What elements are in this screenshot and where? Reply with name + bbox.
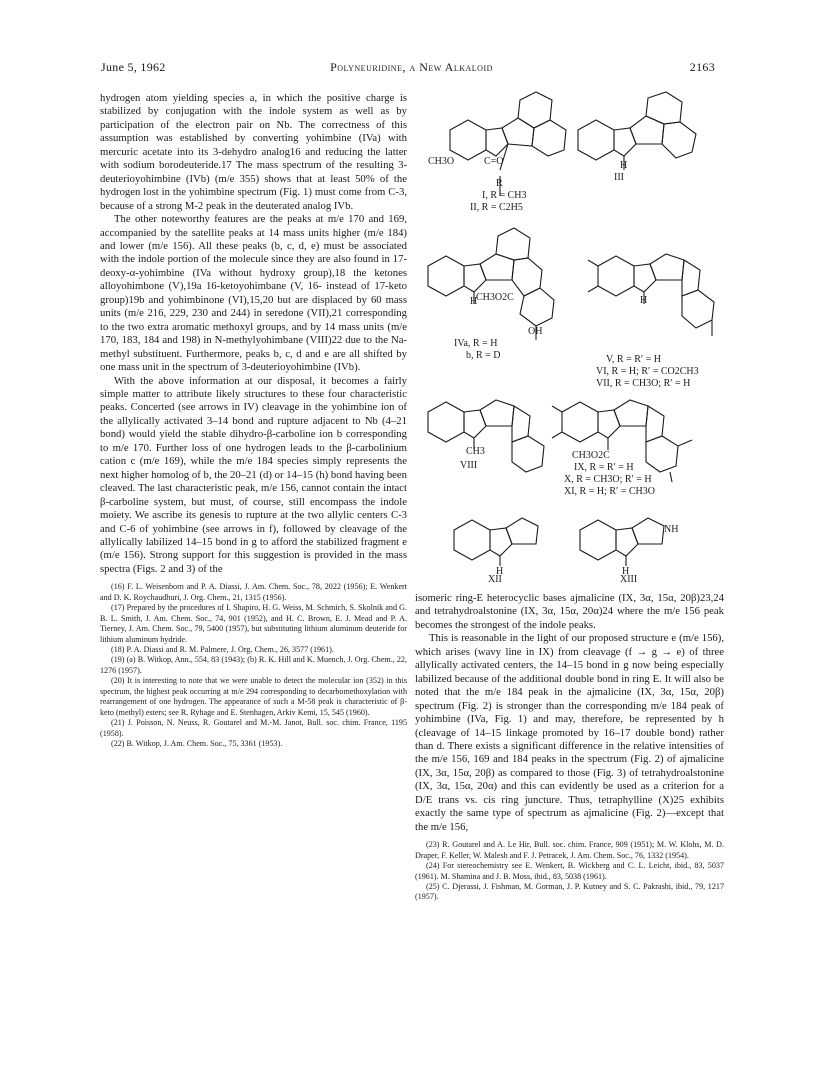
left-column: [100, 92, 407, 750]
label-h-v: H: [640, 295, 648, 306]
structure-xiii: [580, 518, 664, 566]
left-paragraph-2: The other noteworthy features are the peaks at m/e 170 and 169, accompanied by the satellite peaks at 14 mass units higher (m/e 184) and lower (m/e 156). All these peaks (b, c, d, e) must be associated with the indole portion of the molecule since they are also found in 17-deoxy-α-yohimbine (IVa without hydroxy group),18 the ketones alloyohimbone (V),19a 16-ketoyohimbane (V, 16- instead of 17-keto group)19b and yohimbinone (VI),15,20 but are displaced by 60 mass units (m/e 216, 229, 230 and 244) in seredone (VII),21 corresponding to the two extra aromatic methoxyl groups, and by 14 mass units (m/e 170, 183, 184 and 198) in N-methylyohimbane (VIII)22 due to the Na-methyl substituent. Furthermore, peaks b, c, d and e are all shifted by one mass unit in the spectrum of 3-deuterioyohimbine (IVb).: [100, 213, 407, 374]
footnote-20: (20) It is interesting to note that we were unable to detect the molecular ion (352) in this spectrum, the highest peak occurring at m/e 294 corresponding to decarbomethoxylation with rearrangement of one hydrogen. The appearance of such a M-58 peak is characteristic of β-keto (methyl) esters; see R. Ryhage and E. Stenhagen, Arkiv Kemi, 15, 545 (1960).: [100, 676, 407, 717]
right-paragraph-1: isomeric ring-E heterocyclic bases ajmalicine (IX, 3α, 15α, 20β)23,24 and tetrahydroalstonine (IX, 3α, 15α, 20α)24 where the m/e 156 peak becomes the strongest of the indole peaks.: [415, 592, 724, 631]
label-ch3-viii: CH3: [466, 446, 485, 457]
label-ch3o2c-ix: CH3O2C: [572, 450, 610, 461]
label-iii: III: [614, 172, 624, 183]
footnote-16: (16) F. L. Weisenborn and P. A. Diassi, J. Am. Chem. Soc., 78, 2022 (1956); E. Wenkert and D. K. Roychaudhuri, J. Org. Chem., 21, 1315 (1956).: [100, 582, 407, 602]
label-viii: VIII: [460, 460, 478, 471]
structure-figure: [420, 90, 723, 585]
label-h-iii: H: [620, 160, 628, 171]
left-footnotes: [100, 582, 407, 749]
label-oh: OH: [528, 326, 543, 337]
right-column: [415, 592, 724, 903]
structure-iii: [578, 92, 696, 170]
label-xii: XII: [488, 574, 502, 585]
label-r: R: [496, 178, 503, 189]
structure-i-ii: [450, 92, 566, 196]
label-xi: XI, R = H; R′ = CH3O: [564, 486, 655, 497]
structure-iv: [428, 228, 554, 340]
label-i: I, R = CH3: [482, 190, 527, 201]
footnote-23: (23) R. Goutarel and A. Le Hir, Bull. soc. chim. France, 909 (1951); M. W. Klohs, M. D. Draper, F. Keller, W. Malesh and F. J. Petracek, J. Am. Chem. Soc., 76, 1332 (1954).: [415, 840, 724, 860]
label-ii: II, R = C2H5: [470, 202, 523, 213]
label-ivb: b, R = D: [466, 350, 501, 361]
label-ix: IX, R = R′ = H: [574, 462, 634, 473]
label-iva: IVa, R = H: [454, 338, 498, 349]
label-ch3o2c-iv: CH3O2C: [476, 292, 514, 303]
running-head-title: Polyneuridine, a New Alkaloid: [330, 60, 493, 74]
footnote-17: (17) Prepared by the procedures of I. Shapiro, H. G. Weiss, M. Schmich, S. Skolnik and G. B. L. Smith, J. Am. Chem. Soc., 74, 901 (1952), and H. C. Brown, E. J. Mead and P. A. Tierney, J. Am. Chem. Soc., 79, 5400 (1957), but substituting lithium aluminum deuteride for lithium aluminum hydride.: [100, 603, 407, 644]
label-x: X, R = CH3O; R′ = H: [564, 474, 652, 485]
running-head-date: June 5, 1962: [101, 60, 166, 74]
left-paragraph-3: With the above information at our disposal, it becomes a fairly simple matter to attribute likely structures to these four characteristic peaks. Concerted (see arrows in IV) cleavage in the yohimbine ion of the allylically activated 3–14 bond and rupture adjacent to Nb (4–21 bond) would yield the stable dihydro-β-carboline ion b corresponding to m/e 170. Further loss of one hydrogen leads to the β-carbolinium cation c (m/e 169), while the m/e 184 species simply represents the next higher homolog of b, the 20–21 (d) or 14–15 (h) bond having been cleaved. The last characteristic peak, m/e 156, cannot contain the intact β-carboline system, but must, of course, still encompass the indole moiety. We ascribe its genesis to rupture at the two allylic centers C-3 and C-6 of yohimbine (see arrows in f), followed by cleavage of the allylically labilized 14–15 bond in g to afford the stabilized fragment e (m/e 156). Strong support for this suggestion is provided in the mass spectra (Figs. 2 and 3) of the: [100, 374, 407, 575]
footnote-19: (19) (a) B. Witkop, Ann., 554, 83 (1943); (b) R. K. Hill and K. Muench, J. Org. Chem., 22, 1276 (1957).: [100, 655, 407, 675]
footnote-21: (21) J. Poisson, N. Neuss, R. Goutarel and M.-M. Janot, Bull. soc. chim. France, 1195 (1958).: [100, 718, 407, 738]
label-v: V, R = R′ = H: [606, 354, 661, 365]
label-co: C=O: [484, 156, 504, 167]
label-xiii: XIII: [620, 574, 638, 585]
label-h-iv: H: [470, 296, 478, 307]
structure-viii: [428, 400, 544, 472]
label-nh: NH: [664, 524, 679, 535]
footnote-24: (24) For stereochemistry see E. Wenkert, B. Wickberg and C. L. Leicht, ibid., 83, 5037 (1961). M. Shamina and J. B. Moss, ibid., 83, 5038 (1961).: [415, 861, 724, 881]
right-paragraph-2: This is reasonable in the light of our proposed structure e (m/e 156), which arises (wavy line in IX) from cleavage (f → g → e) of three allylically activated centers, the 14–15 bond in g now being especially labilized because of the additional double bond in ring E. It will also be noted that the m/e 184 peak in the ajmalicine (IX, 3α, 15α, 20β) spectrum (Fig. 2) is stronger than the corresponding m/e 184 peak of yohimbine (IVa, Fig. 1) and may, therefore, be represented by h (cleavage of 14–15 linkage promoted by 16–17 double bond) rather than d. There exists a significant difference in the relative intensities of the m/e 156, 169 and 184 peaks in the spectrum (Fig. 2) of ajmalicine (IX, 3α, 15α, 20β) as compared to those (Fig. 3) of tetrahydroalstonine (IX, 3α, 15α, 20α) and this can evidently be used as a criterion for a D/E trans vs. cis ring juncture. Thus, tetraphylline (X)25 exhibits exactly the same type of spectrum as ajmalicine (Fig. 2)—except that the m/e 156,: [415, 632, 724, 833]
label-h-xii: H: [496, 566, 504, 577]
label-vii: VII, R = CH3O; R′ = H: [596, 378, 691, 389]
structure-v-vi-vii: [588, 254, 714, 336]
label-ch3o: CH3O: [428, 156, 455, 167]
right-footnotes: [415, 840, 724, 903]
label-h-xiii: H: [622, 566, 630, 577]
left-paragraph-1: hydrogen atom yielding species a, in which the positive charge is stabilized by conjugation with the indole system as well as by participation of the electron pair on Nb. The correctness of this assumption was established by converting yohimbine (IVa) with mercuric acetate into its 3-dehydro analog16 and reducing the latter with sodium borodeuteride.17 The mass spectrum of the resulting 3-deuterioyohimbine (IVb) (m/e 355) shows that at least 50% of the hydrogen lost in the yohimbine spectrum (Fig. 1) must come from C-3, because of a strong M-2 peak in the deuterated analog IVb.: [100, 92, 407, 212]
footnote-22: (22) B. Witkop, J. Am. Chem. Soc., 75, 3361 (1953).: [111, 739, 283, 749]
page-number: 2163: [689, 60, 715, 74]
structure-xii: [454, 518, 538, 566]
label-vi: VI, R = H; R′ = CO2CH3: [596, 366, 699, 377]
footnote-25: (25) C. Djerassi, J. Fishman, M. Gorman, J. P. Kutney and S. C. Pakrashi, ibid., 79, 1217 (1957).: [415, 881, 724, 902]
footnote-18: (18) P. A. Diassi and R. M. Palmere, J. Org. Chem., 26, 3577 (1961).: [111, 645, 334, 655]
